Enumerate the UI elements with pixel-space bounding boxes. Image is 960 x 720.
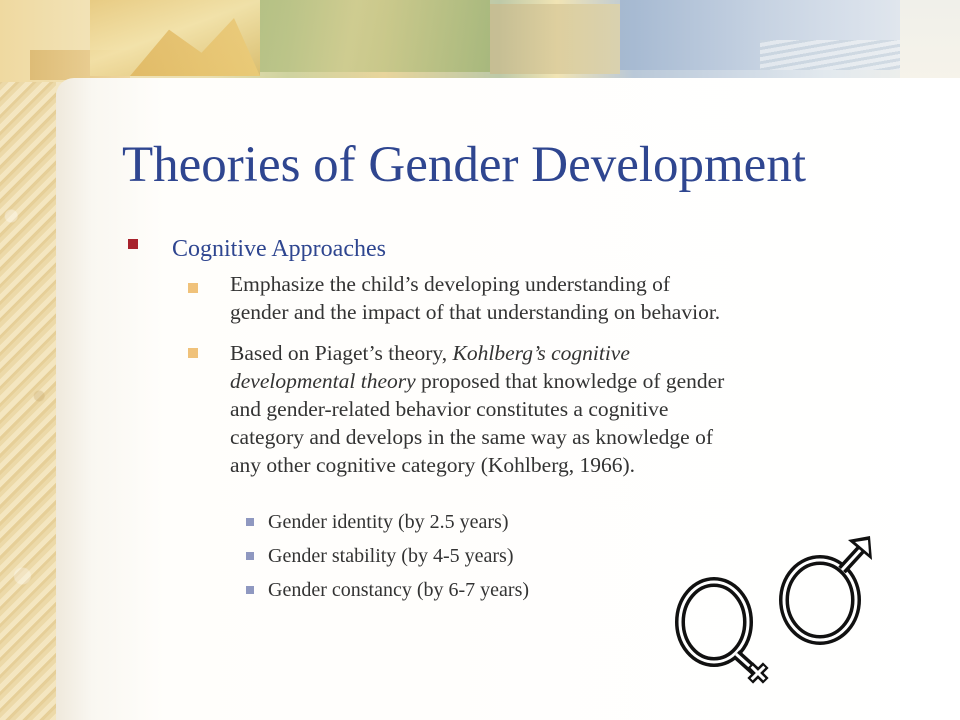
level1-item: Cognitive Approaches — [172, 236, 386, 262]
level2-bullet-icon — [188, 283, 198, 293]
slide-title: Theories of Gender Development — [122, 137, 806, 193]
level3-bullet-icon — [246, 586, 254, 594]
female-symbol-icon — [680, 582, 774, 689]
level2-item-2-line-2 — [230, 367, 724, 395]
level3-item-1: Gender identity (by 2.5 years) — [268, 511, 509, 533]
level3-item-2: Gender stability (by 4-5 years) — [268, 545, 514, 567]
level2-item-1-line-1: Emphasize the child’s developing understanding of — [230, 272, 671, 296]
decorative-banner — [0, 0, 960, 82]
parchment-strip — [0, 0, 56, 720]
level1-bullet-icon — [128, 239, 138, 249]
level2-item-2-line-5: any other cognitive category (Kohlberg, 1966). — [230, 453, 635, 477]
level3-item-3: Gender constancy (by 6-7 years) — [268, 579, 530, 601]
level2-bullet-icon — [188, 348, 198, 358]
level2-item-2-line-4: category and develops in the same way as knowledge of — [230, 425, 713, 449]
text-run: proposed that knowledge of gender — [415, 369, 725, 393]
level2-item-2-line-1 — [230, 339, 724, 367]
level2-item-1-line-2: gender and the impact of that understanding on behavior. — [230, 300, 721, 324]
banner-patch — [490, 4, 620, 74]
level2-item-2 — [230, 339, 724, 479]
level2-item-2-line-3: and gender-related behavior constitutes a cognitive — [230, 397, 669, 421]
level3-bullet-icon — [246, 552, 254, 560]
banner-patch — [260, 0, 490, 72]
level2-item-1 — [230, 270, 720, 326]
level3-bullet-icon — [246, 518, 254, 526]
text-run: Based on Piaget’s theory, — [230, 341, 453, 365]
gender-symbols — [670, 530, 890, 720]
italic-run: Kohlberg’s cognitive — [452, 341, 630, 365]
italic-run: developmental theory — [230, 369, 416, 393]
banner-patch — [900, 0, 960, 82]
male-symbol-icon — [784, 536, 872, 640]
